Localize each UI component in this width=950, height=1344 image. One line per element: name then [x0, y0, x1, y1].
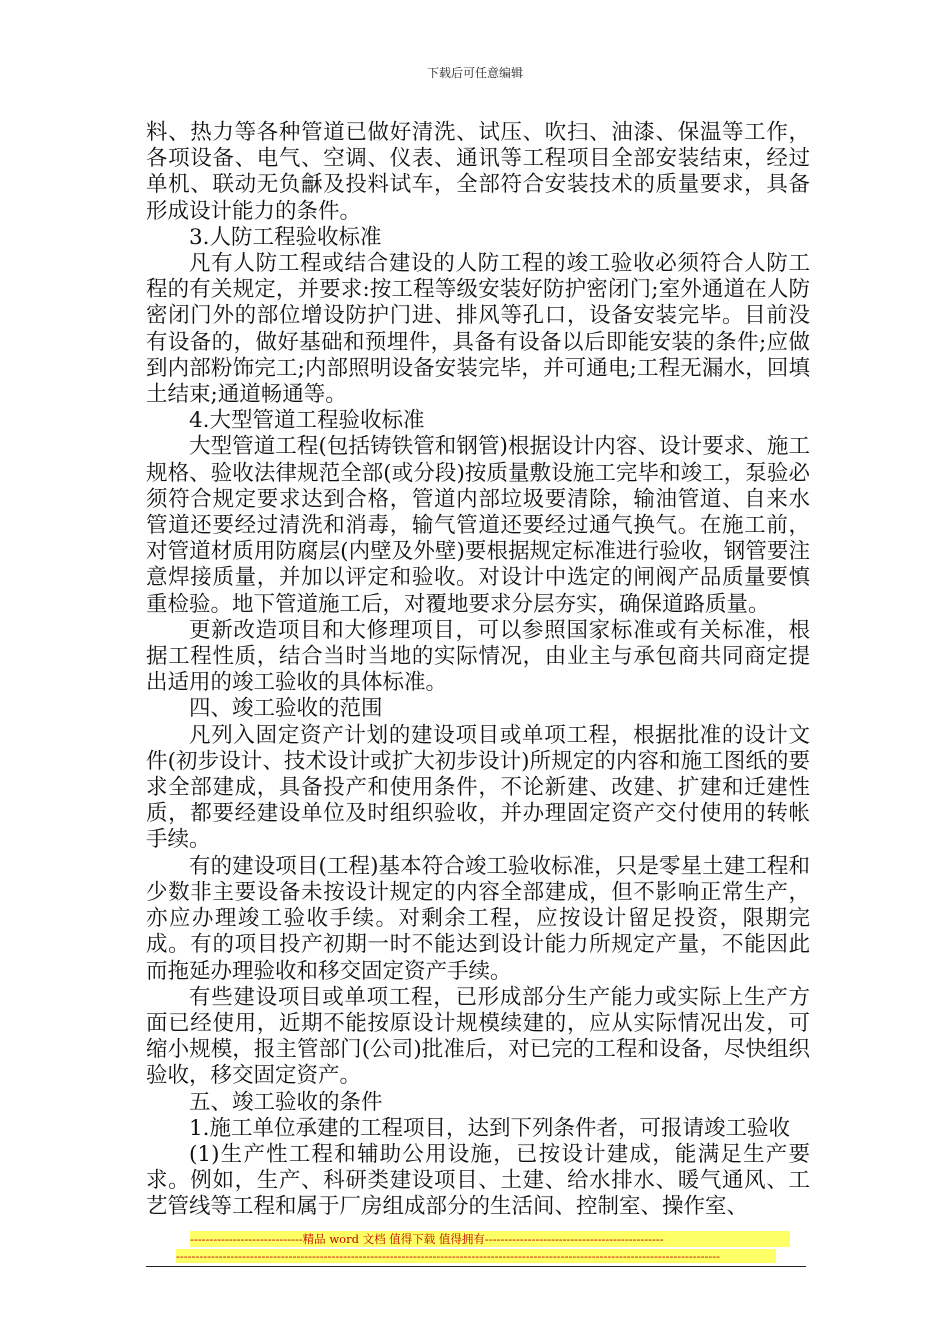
paragraph: 凡有人防工程或结合建设的人防工程的竣工验收必须符合人防工程的有关规定，并要求:按工程等级安装好防护密闭门;室外通道在人防密闭门外的部位增设防护门进、排风等孔口，设备安装完毕。目前没有设备的，做好基础和预埋件，具备有设备以后即能安装的条件;应做到内部粉饰完工;内部照明设备安装完毕，并可通电;工程无漏水，回填土结束;通道畅通等。: [146, 251, 810, 408]
footer-banner: -----------------------------精品 word 文档 值得下载 值得拥有----------------------------------------------: [190, 1231, 790, 1247]
paragraph: 有些建设项目或单项工程，已形成部分生产能力或实际上生产方面已经使用，近期不能按原设计规模续建的，应从实际情况出发，可缩小规模，报主管部门(公司)批准后，对已完的工程和设备，尽快组织验收，移交固定资产。: [146, 984, 810, 1089]
paragraph: 料、热力等各种管道已做好清洗、试压、吹扫、油漆、保温等工作，各项设备、电气、空调、仪表、通讯等工程项目全部安装结束，经过单机、联动无负龢及投料试车，全部符合安装技术的质量要求，具备形成设计能力的条件。: [146, 120, 810, 224]
section-heading: 五、竣工验收的条件: [189, 1089, 383, 1115]
paragraph: 更新改造项目和大修理项目，可以参照国家标准或有关标准，根据工程性质，结合当时当地的实际情况，由业主与承包商共同商定提出适用的竣工验收的具体标准。: [146, 617, 810, 696]
paragraph: 有的建设项目(工程)基本符合竣工验收标准，只是零星土建工程和少数非主要设备未按设计规定的内容全部建成，但不影响正常生产，亦应办理竣工验收手续。对剩余工程，应按设计留足投资，限期完成。有的项目投产初期一时不能达到设计能力所规定产量，不能因此而拖延办理验收和移交固定资产手续。: [146, 853, 810, 984]
section-heading: 四、竣工验收的范围: [189, 696, 383, 722]
paragraph: 大型管道工程(包括铸铁管和钢管)根据设计内容、设计要求、施工规格、验收法律规范全部(或分段)按质量敷设施工完毕和竣工，泵验必须符合规定要求达到合格，管道内部垃圾要清除，输油管道、自来水管道还要经过清洗和消毒，输气管道还要经过通气换气。在施工前，对管道材质用防腐层(内壁及外壁)要根据规定标准进行验收，钢管要注意焊接质量，并加以评定和验收。对设计中选定的闸阀产品质量要慎重检验。地下管道施工后，对覆地要求分层夯实，确保道路质量。: [146, 434, 810, 617]
header-note: 下载后可任意编辑: [426, 66, 523, 80]
section-heading: 3.人防工程验收标准: [189, 224, 382, 250]
footer-rule: [146, 1266, 806, 1267]
footer-dashes: --------------------------------------------------------------------------------------------------------------------------------------------: [176, 1249, 776, 1263]
section-heading: 4.大型管道工程验收标准: [189, 408, 425, 434]
paragraph: 凡列入固定资产计划的建设项目或单项工程，根据批准的设计文件(初步设计、技术设计或扩大初步设计)所规定的内容和施工图纸的要求全部建成，具备投产和使用条件，不论新建、改建、扩建和迁建性质，都要经建设单位及时组织验收，并办理固定资产交付使用的转帐手续。: [146, 722, 810, 853]
paragraph: 1.施工单位承建的工程项目，达到下列条件者，可报请竣工验收: [189, 1115, 791, 1141]
body-text: [146, 120, 810, 1221]
paragraph: (1)生产性工程和辅助公用设施，已按设计建成，能满足生产要求。例如，生产、科研类建设项目、土建、给水排水、暖气通风、工艺管线等工程和属于厂房组成部分的生活间、控制室、操作室、: [146, 1141, 810, 1220]
